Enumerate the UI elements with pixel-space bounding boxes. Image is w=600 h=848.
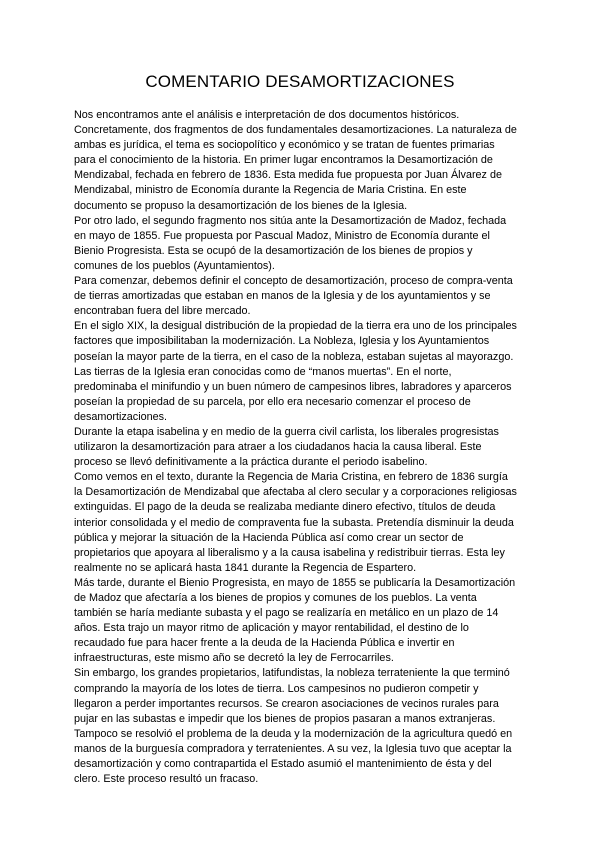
text-line: documento se propuso la desamortización de los bienes de la Iglesia. [74, 199, 408, 212]
text-line: comprando la mayoría de los lotes de tierra. Los campesinos no pudieron competir y [74, 682, 479, 695]
text-line: Mendizabal, fechada en febrero de 1836. Esta medida fue propuesta por Juan Álvarez de [74, 169, 502, 182]
text-line: comunes de los pueblos (Ayuntamientos). [74, 259, 275, 272]
text-line: de Madoz que afectaría a los bienes de propios y comunes de los pueblos. La venta [74, 592, 477, 604]
document-body [74, 108, 536, 787]
text-line: En el siglo XIX, la desigual distribución de la propiedad de la tierra era uno de los principales [74, 320, 517, 333]
text-line: recaudado fue para hacer frente a la deuda de la Hacienda Pública e invertir en [74, 637, 455, 650]
text-line: factores que imposibilitaban la modernización. La Nobleza, Iglesia y los Ayuntamientos [74, 335, 490, 348]
text-line: poseían la mayor parte de la tierra, en el caso de la nobleza, estaban sujetas al mayorazgo. [74, 350, 514, 363]
text-line: Las tierras de la Iglesia eran conocidas como de “manos muertas”. En el norte, [74, 365, 452, 378]
text-line: la Desamortización de Mendizabal que afectaba al clero secular y a corporaciones religiosas [74, 486, 517, 499]
text-line: Sin embargo, los grandes propietarios, latifundistas, la nobleza terrateniente la que terminó [74, 667, 510, 680]
text-line: Concretamente, dos fragmentos de dos fundamentales desamortizaciones. La naturaleza de [74, 124, 517, 137]
text-line: de tierras amortizadas que estaban en manos de la Iglesia y de los ayuntamientos y se [74, 290, 491, 303]
text-line: infraestructuras, este mismo año se decretó la ley de Ferrocarriles. [74, 652, 394, 665]
text-line: en mayo de 1855. Fue propuesta por Pascual Madoz, Ministro de Economía durante el [74, 229, 490, 242]
text-line: Bienio Progresista. Esta se ocupó de la desamortización de los bienes de propios y [74, 244, 473, 257]
text-line: ambas es jurídica, el tema es sociopolítico y económico y se tratan de fuentes primarias [74, 139, 495, 152]
text-line: manos de la burguesía compradora y terratenientes. A su vez, la Iglesia tuvo que aceptar la [74, 742, 512, 755]
text-line: realmente no se aplicará hasta 1841 durante la Regencia de Espartero. [74, 561, 417, 574]
text-line: desamortización y como contrapartida el Estado asumió el mantenimiento de ésta y del [74, 758, 492, 771]
text-line: Como vemos en el texto, durante la Regencia de Maria Cristina, en febrero de 1836 surgía [74, 471, 508, 484]
text-line: poseían la propiedad de su parcela, por ello era necesario comenzar el proceso de [74, 395, 471, 408]
text-line: extinguidas. El pago de la deuda se realizaba mediante dinero efectivo, títulos de deuda [74, 501, 496, 514]
text-line: clero. Este proceso resultó un fracaso. [74, 773, 259, 786]
text-line: encontraban fuera del libre mercado. [74, 305, 251, 318]
text-line: Tampoco se resolvió el problema de la deuda y la modernización de la agricultura quedó en [74, 727, 513, 740]
text-line: pública y mejorar la situación de la Hacienda Pública así como crear un sector de [74, 531, 464, 544]
text-line: predominaba el minifundio y un buen número de campesinos libres, labradores y aparceros [74, 380, 512, 393]
text-line: Durante la etapa isabelina y en medio de la guerra civil carlista, los liberales progresistas [74, 425, 499, 438]
text-line: propietarios que apoyara al liberalismo y a la causa isabelina y redistribuir tierras. Esta ley [74, 546, 505, 559]
text-line: llegaron a perder importantes recursos. Se crearon asociaciones de vecinos rurales para [74, 697, 499, 710]
text-line: pujar en las subastas e impedir que los bienes de propios pasaran a manos extranjeras. [74, 712, 496, 725]
text-line: Más tarde, durante el Bienio Progresista, en mayo de 1855 se publicaría la Desamortización [74, 576, 516, 589]
text-line: interior consolidada y el medio de compraventa fue la subasta. Pretendía disminuir la deuda [74, 516, 514, 529]
text-line: también se haría mediante subasta y el pago se realizaría en metálico en un plazo de 14 [74, 607, 499, 620]
text-line: para el conocimiento de la historia. En primer lugar encontramos la Desamortización de [74, 154, 493, 167]
text-line: Mendizabal, ministro de Economía durante la Regencia de Maria Cristina. En este [74, 184, 467, 197]
text-line: desamortizaciones. [74, 410, 168, 423]
text-line: años. Esta trajo un mayor ritmo de aplicación y mayor rentabilidad, el destino de lo [74, 622, 469, 635]
text-line: proceso se llevó definitivamente a la práctica durante el periodo isabelino. [74, 456, 428, 469]
text-line: Nos encontramos ante el análisis e interpretación de dos documentos históricos. [74, 109, 460, 121]
text-line: Por otro lado, el segundo fragmento nos sitúa ante la Desamortización de Madoz, fechada [74, 214, 507, 227]
text-line: Para comenzar, debemos definir el concepto de desamortización, proceso de compra-venta [74, 275, 513, 288]
text-line: utilizaron la desamortización para atraer a los ciudadanos hacia la causa liberal. Este [74, 441, 482, 454]
page-title: COMENTARIO DESAMORTIZACIONES [145, 72, 455, 91]
